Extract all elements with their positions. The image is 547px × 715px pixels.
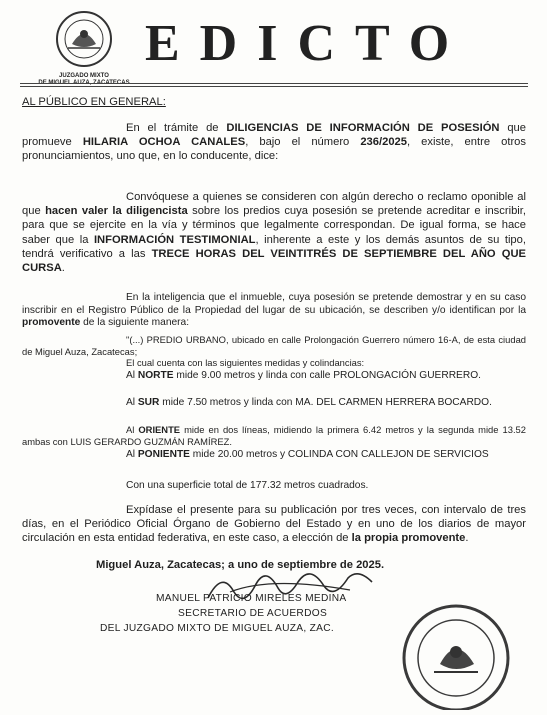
seal-line-2: DE MIGUEL AUZA, ZACATECAS (38, 80, 130, 86)
north-pre: Al (126, 370, 138, 381)
p1-text: , bajo el número (245, 136, 361, 149)
boundaries-intro: El cual cuenta con las siguientes medidas y colindancias: (126, 357, 365, 368)
p2-text: . (61, 262, 65, 275)
p3-bold: promovente (22, 317, 81, 329)
boundary-south (22, 397, 526, 410)
p3-text: En la inteligencia que el inmueble, cuya posesión se pretende demostrar y en su caso inscribir en el Registro Público de la Propiedad del lugar de su ubicación, se describen y/o identifican por la (22, 292, 526, 316)
signer-name: MANUEL PATRICIO MIRELES MEDINA (156, 593, 347, 604)
p1-text: En el trámite de (126, 122, 227, 134)
mexico-seal-icon (38, 10, 130, 68)
west-text: mide 20.00 metros y COLINDA CON CALLEJON DE SERVICIOS (189, 449, 489, 460)
boundary-west (22, 449, 526, 462)
header-divider (20, 83, 528, 87)
south-pre: Al (126, 397, 138, 408)
east-pre: Al (126, 424, 139, 435)
place-date: Miguel Auza, Zacatecas; a uno de septiembre de 2025. (96, 559, 385, 571)
p6-bold: la propia promovente (351, 532, 466, 545)
paragraph-2 (22, 190, 526, 275)
salutation: AL PÚBLICO EN GENERAL: (22, 96, 166, 108)
court-stamp-icon (378, 590, 528, 710)
p6-text: . (465, 532, 469, 545)
east-label: ORIENTE (138, 424, 181, 435)
p1-text: que promueve (22, 122, 526, 149)
paragraph-1 (22, 121, 526, 164)
p1-text: , existe, entre otros pronunciamientos, uno que, en lo conducente, dice: (22, 136, 526, 163)
page-title: EDICTO (145, 15, 470, 72)
signer-court: DEL JUZGADO MIXTO DE MIGUEL AUZA, ZAC. (100, 623, 335, 634)
north-label: NORTE (137, 370, 174, 381)
property-description: "(...) PREDIO URBANO, ubicado en calle Prolongación Guerrero número 16-A, de esta ciudad de Miguel Auza, Zacatecas; (22, 334, 526, 357)
north-text: mide 9.00 metros y linda con calle PROLONGACIÓN GUERRERO. (173, 370, 481, 381)
boundary-north (22, 370, 526, 383)
east-text: mide en dos líneas, midiendo la primera 6.42 metros y la segunda mide 13.52 ambas con LUIS GERARDO GUZMÁN RAMÍREZ. (22, 424, 526, 447)
p1-promovente: HILARIA OCHOA CANALES (82, 136, 246, 149)
p1-procedure: DILIGENCIAS DE INFORMACIÓN DE POSESIÓN (226, 122, 500, 134)
p2-bold: INFORMACIÓN TESTIMONIAL (93, 233, 256, 246)
p2-bold: hacen valer la diligencista (45, 205, 188, 218)
p2-text: , inherente a este y los demás asuntos de su tipo, tendrá verificativo a las (22, 233, 526, 260)
seal-line-1: JUZGADO MIXTO (59, 73, 109, 79)
south-label: SUR (137, 397, 160, 408)
p6-text: Expídase el presente para su publicación por tres veces, con intervalo de tres días, en el Periódico Oficial Órgano de Gobierno del Estado y en uno de los diarios de mayor circulación en esta entidad federativa, en este caso, a elección de (22, 504, 526, 545)
p1-case-number: 236/2025 (360, 136, 407, 149)
boundary-east (22, 424, 526, 448)
signer-role: SECRETARIO DE ACUERDOS (178, 608, 328, 619)
p2-hearing-time: TRECE HORAS DEL VEINTITRÉS DE SEPTIEMBRE DEL AÑO QUE CURSA (22, 247, 526, 275)
p3-text: de la siguiente manera: (80, 317, 190, 329)
south-text: mide 7.50 metros y linda con MA. DEL CARMEN HERRERA BOCARDO. (159, 397, 492, 408)
west-pre: Al (126, 449, 138, 460)
court-seal (38, 10, 130, 86)
p2-text: Convóquese a quienes se consideren con algún derecho o reclamo oponible al que (22, 191, 526, 218)
west-label: PONIENTE (137, 449, 190, 460)
p2-text: sobre los predios cuya posesión se pretende acreditar e inscribir, para que se ejercite en la vía y términos que legalmente correspondan. De igual forma, se hace saber que la (22, 205, 527, 246)
paragraph-3 (22, 292, 526, 330)
paragraph-publication (22, 503, 526, 546)
total-area: Con una superficie total de 177.32 metros cuadrados. (126, 480, 369, 491)
